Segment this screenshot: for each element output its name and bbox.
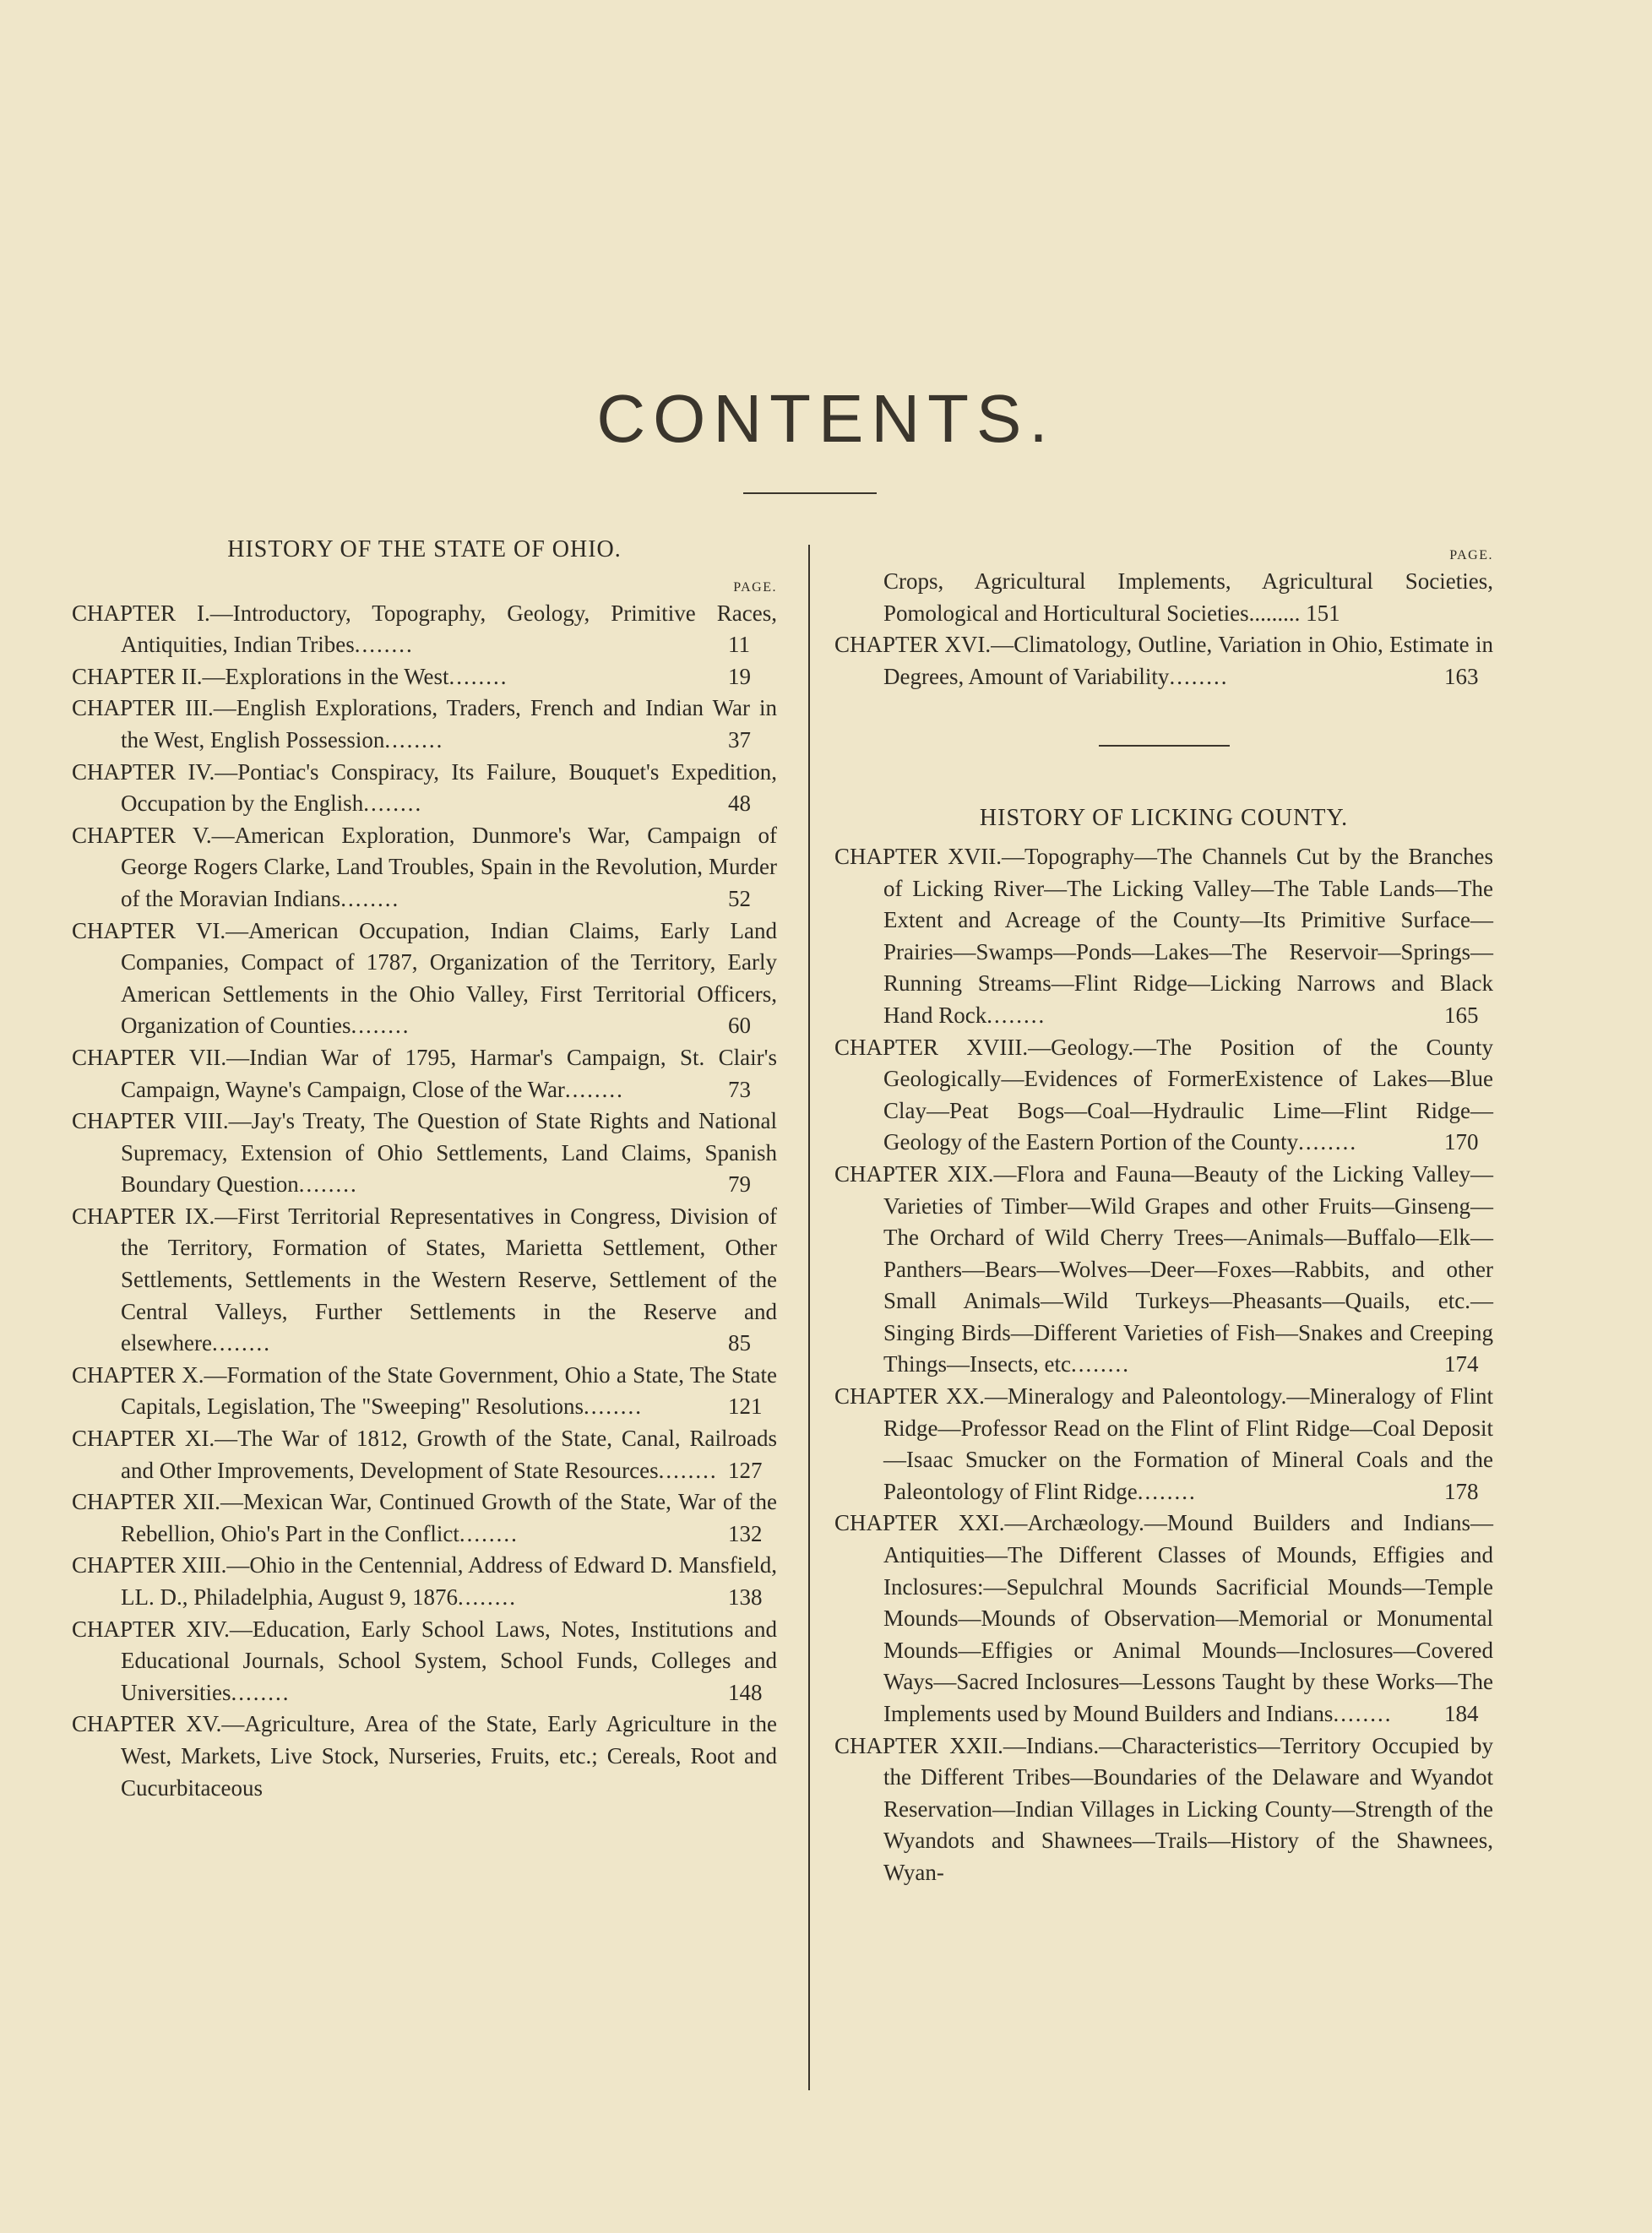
toc-entry-text: CHAPTER XVII.—Topography—The Channels Cut by the Branches of Licking River—The Licking Valley—The Table Lands—The Extent and Acreage of the County—Its Primitive Surface—Prairies—Swamps—Ponds—Lakes—The Reservoir—Springs—Running Streams—Flint Ridge—Licking Narrows and Black Hand Rock [834,843,1493,1028]
toc-entry-list [834,841,1493,1889]
toc-entry: CHAPTER XVIII.—Geology.—The Position of the County Geologically—Evidences of FormerExistence of Lakes—Blue Clay—Peat Bogs—Coal—Hydraulic Lime—Flint Ridge—Geology of the Eastern Portion of the County........ 170 [834,1034,1493,1155]
toc-entry-text: CHAPTER XII.—Mexican War, Continued Growth of the State, War of the Rebellion, Ohio's Part in the Conflict [72,1489,777,1546]
toc-entry: CHAPTER XVII.—Topography—The Channels Cut by the Branches of Licking River—The Licking Valley—The Table Lands—The Extent and Acreage of the County—Its Primitive Surface—Prairies—Swamps—Ponds—Lakes—The Reservoir—Springs—Running Streams—Flint Ridge—Licking Narrows and Black Hand Rock........ 165 [834,843,1493,1028]
toc-entry: CHAPTER XII.—Mexican War, Continued Growth of the State, War of the Rebellion, Ohio's Part in the Conflict........ 132 [72,1489,777,1546]
toc-entry: CHAPTER VIII.—Jay's Treaty, The Question of State Rights and National Supremacy, Extension of Ohio Settlements, Land Claims, Spanish Boundary Question........ 79 [72,1108,777,1198]
toc-entry-list [72,598,777,1805]
title-rule [743,492,877,494]
right-column [834,546,1493,1889]
toc-entry-text: CHAPTER XIII.—Ohio in the Centennial, Address of Edward D. Mansfield, LL. D., Philadelphia, August 9, 1876 [72,1552,777,1610]
toc-entry: CHAPTER XIII.—Ohio in the Centennial, Address of Edward D. Mansfield, LL. D., Philadelphia, August 9, 1876........ 138 [72,1552,777,1610]
toc-entry: CHAPTER X.—Formation of the State Government, Ohio a State, The State Capitals, Legislation, The "Sweeping" Resolutions........ 121 [72,1361,777,1420]
toc-entry: CHAPTER XX.—Mineralogy and Paleontology.—Mineralogy of Flint Ridge—Professor Read on the Flint of Flint Ridge—Coal Deposit—Isaac Smucker on the Formation of Mineral Coals and the Paleontology of Flint Ridge........ 178 [834,1383,1493,1504]
column-divider [808,545,810,2090]
toc-entry: CHAPTER V.—American Exploration, Dunmore's War, Campaign of George Rogers Clarke, Land Troubles, Spain in the Revolution, Murder of the Moravian Indians........ 52 [72,822,777,911]
toc-entry-text: CHAPTER XXII.—Indians.—Characteristics—Territory Occupied by the Different Tribes—Boundaries of the Delaware and Wyandot Reservation—Indian Villages in Licking County—Strength of the Wyandots and Shawnees—Trails—History of the Shawnees, Wyan- [834,1732,1493,1885]
toc-entry-text: CHAPTER XVI.—Climatology, Outline, Variation in Ohio, Estimate in Degrees, Amount of Variability [834,632,1493,689]
toc-entry: CHAPTER XIX.—Flora and Fauna—Beauty of the Licking Valley—Varieties of Timber—Wild Grapes and other Fruits—Ginseng—The Orchard of Wild Cherry Trees—Animals—Buffalo—Elk—Panthers—Bears—Wolves—Deer—Foxes—Rabbits, and other Small Animals—Wild Turkeys—Pheasants—Quails, etc.—Singing Birds—Different Varieties of Fish—Snakes and Creeping Things—Insects, etc........ 174 [834,1160,1493,1377]
toc-entry [72,1709,777,1804]
toc-entry-text: CHAPTER XIV.—Education, Early School Laws, Notes, Institutions and Educational Journals, School System, School Funds, Colleges and Universities [72,1616,777,1705]
toc-entry-text: CHAPTER V.—American Exploration, Dunmore's War, Campaign of George Rogers Clarke, Land Troubles, Spain in the Revolution, Murder of the Moravian Indians [72,822,777,911]
toc-entry-text: CHAPTER XXI.—Archæology.—Mound Builders and Indians—Antiquities—The Different Classes of Mounds, Effigies and Inclosures:—Sepulchral Mounds Sacrificial Mounds—Temple Mounds—Mounds of Observation—Memorial or Monumental Mounds—Effigies or Animal Mounds—Inclosures—Covered Ways—Sacred Inclosures—Lessons Taught by these Works—The Implements used by Mound Builders and Indians [834,1510,1493,1726]
toc-entry-text: CHAPTER IX.—First Territorial Representatives in Congress, Division of the Territory, Formation of States, Marietta Settlement, Other Settlements, Settlements in the Western Reserve, Settlement of the Central Valleys, Further Settlements in the Reserve and elsewhere [72,1203,777,1356]
toc-entry: CHAPTER XI.—The War of 1812, Growth of the State, Canal, Railroads and Other Improvements, Development of State Resources........ 127 [72,1426,777,1483]
toc-entry-text: CHAPTER XI.—The War of 1812, Growth of the State, Canal, Railroads and Other Improvements, Development of State Resources [72,1426,777,1483]
section-heading-licking: HISTORY OF LICKING COUNTY. [979,805,1349,832]
toc-entry-text: CHAPTER X.—Formation of the State Government, Ohio a State, The State Capitals, Legislation, The "Sweeping" Resolutions [72,1361,777,1420]
toc-entry-text: Crops, Agricultural Implements, Agricultural Societies, Pomological and Horticultural Societies [883,568,1493,626]
toc-entry-page: 151 [1306,600,1340,626]
page-column-label: PAGE. [1449,548,1493,562]
toc-entry-text: CHAPTER XX.—Mineralogy and Paleontology.—Mineralogy of Flint Ridge—Professor Read on the Flint of Flint Ridge—Coal Deposit—Isaac Smucker on the Formation of Mineral Coals and the Paleontology of Flint Ridge [834,1383,1493,1504]
toc-entry-text: CHAPTER XIX.—Flora and Fauna—Beauty of the Licking Valley—Varieties of Timber—Wild Grapes and other Fruits—Ginseng—The Orchard of Wild Cherry Trees—Animals—Buffalo—Elk—Panthers—Bears—Wolves—Deer—Foxes—Rabbits, and other Small Animals—Wild Turkeys—Pheasants—Quails, etc.—Singing Birds—Different Varieties of Fish—Snakes and Creeping Things—Insects, etc [834,1160,1493,1377]
toc-entry: CHAPTER XIV.—Education, Early School Laws, Notes, Institutions and Educational Journals, School System, School Funds, Colleges and Universities........ 148 [72,1616,777,1705]
toc-entry: CHAPTER I.—Introductory, Topography, Geology, Primitive Races, Antiquities, Indian Tribes........ 11 [72,600,777,658]
toc-entry-text: CHAPTER VII.—Indian War of 1795, Harmar's Campaign, St. Clair's Campaign, Wayne's Campaign, Close of the War [72,1044,777,1102]
page-column-label: PAGE. [733,579,777,595]
toc-entry-text: CHAPTER I.—Introductory, Topography, Geology, Primitive Races, Antiquities, Indian Tribes [72,600,777,658]
toc-entry: CHAPTER IX.—First Territorial Representatives in Congress, Division of the Territory, Formation of States, Marietta Settlement, Other Settlements, Settlements in the Western Reserve, Settlement of the Central Valleys, Further Settlements in the Reserve and elsewhere........ 85 [72,1203,777,1356]
toc-entry-text: CHAPTER III.—English Explorations, Traders, French and Indian War in the West, English Possession [72,695,777,752]
toc-entry-text: CHAPTER VIII.—Jay's Treaty, The Question of State Rights and National Supremacy, Extension of Ohio Settlements, Land Claims, Spanish Boundary Question [72,1108,777,1198]
toc-entry: CHAPTER III.—English Explorations, Traders, French and Indian War in the West, English Possession........ 37 [72,695,777,752]
toc-entry: CHAPTER XVI.—Climatology, Outline, Variation in Ohio, Estimate in Degrees, Amount of Variability........ 163 [834,632,1493,689]
section-divider [1099,745,1230,747]
toc-entry-text: CHAPTER II.—Explorations in the West [72,663,449,689]
toc-entry-text: CHAPTER XV.—Agriculture, Area of the State, Early Agriculture in the West, Markets, Live Stock, Nurseries, Fruits, etc.; Cereals, Root and Cucurbitaceous [72,1711,777,1801]
toc-entry [834,1730,1493,1889]
toc-entry-text: CHAPTER XVIII.—Geology.—The Position of the County Geologically—Evidences of FormerExistence of Lakes—Blue Clay—Peat Bogs—Coal—Hydraulic Lime—Flint Ridge—Geology of the Eastern Portion of the County [834,1034,1493,1155]
toc-entry-text: CHAPTER IV.—Pontiac's Conspiracy, Its Failure, Bouquet's Expedition, Occupation by the English [72,758,777,817]
left-column [72,534,777,1804]
toc-entry: CHAPTER VII.—Indian War of 1795, Harmar's Campaign, St. Clair's Campaign, Wayne's Campaign, Close of the War........ 73 [72,1044,777,1102]
toc-entry: CHAPTER IV.—Pontiac's Conspiracy, Its Failure, Bouquet's Expedition, Occupation by the English........ 48 [72,758,777,817]
toc-entry: CHAPTER VI.—American Occupation, Indian Claims, Early Land Companies, Compact of 1787, Organization of the Territory, Early American Settlements in the Ohio Valley, First Territorial Officers, Organization of Counties........ 60 [72,917,777,1039]
toc-entry-continuation: Crops, Agricultural Implements, Agricultural Societies, Pomological and Horticultural Societies......... 151 [883,568,1493,626]
toc-entry: CHAPTER XXI.—Archæology.—Mound Builders and Indians—Antiquities—The Different Classes of Mounds, Effigies and Inclosures:—Sepulchral Mounds Sacrificial Mounds—Temple Mounds—Mounds of Observation—Memorial or Monumental Mounds—Effigies or Animal Mounds—Inclosures—Covered Ways—Sacred Inclosures—Lessons Taught by these Works—The Implements used by Mound Builders and Indians........ 184 [834,1510,1493,1726]
toc-entry-text: CHAPTER VI.—American Occupation, Indian Claims, Early Land Companies, Compact of 1787, Organization of the Territory, Early American Settlements in the Ohio Valley, First Territorial Officers, Organization of Counties [72,917,777,1039]
toc-entry: CHAPTER II.—Explorations in the West........ 19 [72,663,751,689]
page-title: CONTENTS. [596,381,1056,456]
toc-entry-list [834,629,1493,693]
section-heading-ohio: HISTORY OF THE STATE OF OHIO. [227,536,622,562]
